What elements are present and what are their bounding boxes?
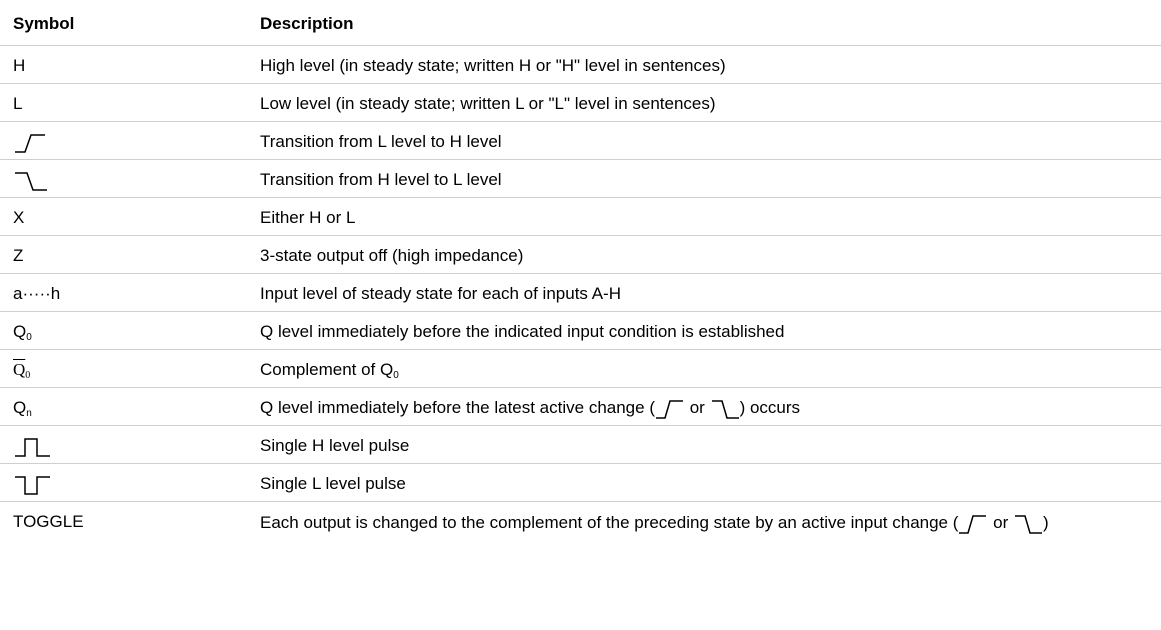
symbol-cell — [13, 434, 53, 458]
description-cell: Low level (in steady state; written L or "L" level in sentences) — [260, 94, 716, 113]
description-cell: Transition from H level to L level — [260, 170, 502, 189]
description-cell — [260, 396, 800, 420]
table-row — [0, 387, 1161, 425]
symbol-subscript: 0 — [25, 370, 31, 381]
description-end: ) occurs — [739, 398, 801, 417]
symbol-cell: L — [13, 94, 23, 113]
description-cell: Transition from L level to H level — [260, 132, 502, 151]
rising-edge-icon — [958, 513, 988, 535]
falling-edge-icon — [710, 398, 740, 420]
table-row — [0, 83, 1161, 121]
symbol-subscript: 0 — [26, 332, 32, 343]
rising-edge-icon — [13, 132, 49, 154]
rising-edge-icon — [655, 398, 685, 420]
symbol-cell — [13, 320, 32, 344]
description-cell — [260, 358, 399, 382]
table-row — [0, 235, 1161, 273]
table-row — [0, 45, 1161, 83]
table-row — [0, 463, 1161, 501]
description-text: Each output is changed to the complement of the preceding state by an active input change ( — [260, 513, 959, 532]
falling-edge-icon — [1013, 513, 1043, 535]
description-cell — [260, 510, 1145, 536]
description-cell: Either H or L — [260, 208, 356, 227]
description-cell: High level (in steady state; written H or "H" level in sentences) — [260, 56, 726, 75]
description-cell: Input level of steady state for each of inputs A-H — [260, 284, 621, 303]
symbol-cell: a·····h — [13, 284, 61, 303]
symbol-text: Q — [13, 322, 27, 341]
symbol-cell: H — [13, 56, 26, 75]
symbol-cell — [13, 130, 49, 154]
table-row — [0, 425, 1161, 463]
positive-pulse-icon — [13, 436, 53, 458]
description-cell: Q level immediately before the indicated input condition is established — [260, 322, 785, 341]
header-symbol: Symbol — [13, 14, 75, 33]
symbol-cell: Z — [13, 246, 24, 265]
symbol-cell — [13, 168, 49, 192]
description-cell: 3-state output off (high impedance) — [260, 246, 524, 265]
falling-edge-icon — [13, 170, 49, 192]
symbol-cell — [13, 396, 32, 420]
description-or: or — [993, 513, 1009, 532]
description-cell: Single H level pulse — [260, 436, 410, 455]
negative-pulse-icon — [13, 474, 53, 496]
table-row — [0, 159, 1161, 197]
description-cell: Single L level pulse — [260, 474, 406, 493]
symbol-subscript: n — [26, 408, 32, 419]
table-row — [0, 273, 1161, 311]
table-header — [0, 0, 1161, 45]
description-or: or — [689, 398, 705, 417]
symbol-text-overlined: $\overline{Q}$ — [13, 360, 26, 379]
symbol-cell: X — [13, 208, 25, 227]
description-text: Complement of Q — [260, 360, 394, 379]
description-subscript: 0 — [393, 370, 399, 381]
symbol-text: Q — [13, 398, 27, 417]
symbol-cell — [13, 358, 30, 382]
table-row — [0, 501, 1161, 563]
table-row — [0, 349, 1161, 387]
description-text: Q level immediately before the latest active change ( — [260, 398, 655, 417]
description-end: ) — [1043, 513, 1049, 532]
table-row — [0, 197, 1161, 235]
symbol-cell: TOGGLE — [13, 512, 84, 531]
table-row — [0, 121, 1161, 159]
symbol-cell — [13, 472, 53, 496]
table-row — [0, 311, 1161, 349]
header-description: Description — [260, 14, 354, 33]
